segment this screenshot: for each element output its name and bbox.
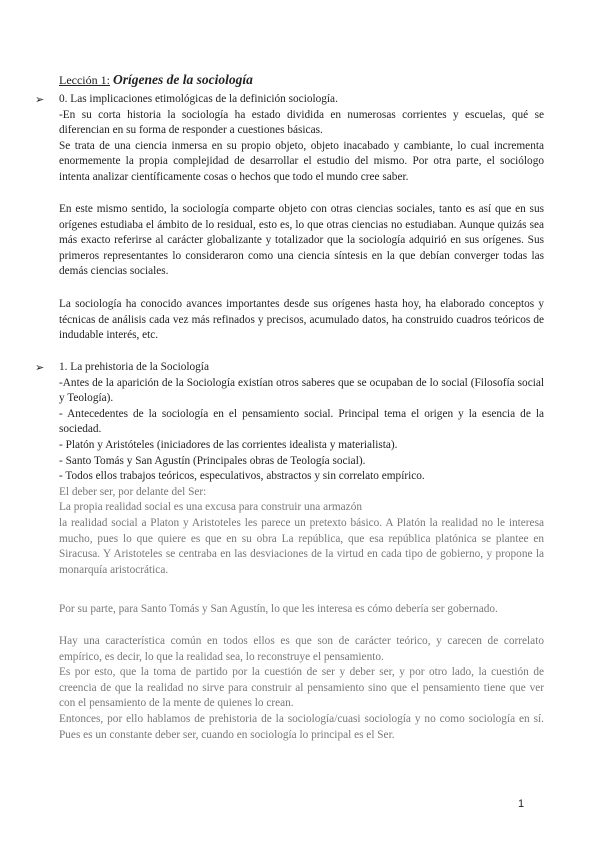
lesson-label: Lección 1:: [59, 73, 110, 87]
section-0-heading-row: [35, 92, 544, 108]
note-prehistoria: Entonces, por ello hablamos de prehistoria de la sociología/cuasi sociología y no como sociología en sí. Pues es un constante deber ser, cuando en sociología lo principal es el Ser.: [59, 712, 544, 741]
note-block-tomas: [59, 602, 544, 618]
list-item: - Antecedentes de la sociología en el pensamiento social. Principal tema el origen y la esencia de la sociedad.: [59, 407, 544, 436]
lesson-title: [59, 72, 539, 88]
note-ser-deber-ser: Es por esto, que la toma de partido por la cuestión de ser y deber ser, y por otro lado, la cuestión de creencia de que la realidad no sirve para construir al pensamiento sino que el pensamiento tiene que ver con el pensamiento de la mente de quienes lo crean.: [59, 666, 544, 710]
lesson-heading: Orígenes de la sociología: [112, 72, 253, 87]
section-0-block-3: [59, 297, 544, 344]
note-deber-ser: El deber ser, por delante del Ser:: [59, 485, 207, 498]
section-1: [35, 360, 544, 578]
note-platon-aristoteles: la realidad social a Platon y Aristoteles les parece un pretexto básico. A Platón la realidad no le interesa mucho, pues lo que quiere es que en su obra La república, que esa república platónica se plantee en Siracusa. Y Aristoteles se centraba en las desviaciones de la virtud en cada tipo de gobierno, y propone la monarquía aristocrática.: [59, 516, 544, 576]
section-0-paragraph-1: -En su corta historia la sociología ha estado dividida en numerosas corrientes y escuelas, qué se diferencian en su forma de responder a cuestiones básicas.: [59, 108, 544, 137]
list-item: - Platón y Aristóteles (iniciadores de las corrientes idealista y materialista).: [59, 438, 398, 451]
note-tomas-agustin: Por su parte, para Santo Tomás y San Agustín, lo que les interesa es cómo debería ser gobernado.: [59, 603, 498, 615]
page-number: 1: [518, 798, 525, 810]
list-item: -Antes de la aparición de la Sociología existían otros saberes que se ocupaban de lo social (Filosofía social y Teología).: [59, 376, 544, 405]
section-1-heading-row: [35, 360, 544, 376]
bullet-arrow-icon: ➢: [35, 361, 45, 374]
section-0-paragraph-2: Se trata de una ciencia inmersa en su propio objeto, objeto inacabado y cambiante, lo cual incrementa enormemente la propia complejidad de desarrollar el estudio del mismo. Por otra parte, el sociólogo intenta analizar científicamente cosas o hechos que todo el mundo cree saber.: [59, 139, 544, 183]
bullet-arrow-icon: ➢: [35, 93, 45, 106]
list-item: - Santo Tomás y San Agustín (Principales obras de Teología social).: [59, 454, 366, 467]
section-0-paragraph-4: La sociología ha conocido avances importantes desde sus orígenes hasta hoy, ha elaborado conceptos y técnicas de análisis cada vez más refinados y precisos, acumulado datos, ha construido cuadros teóricos de indudable interés, etc.: [59, 298, 544, 342]
section-0-paragraph-3: En este mismo sentido, la sociología comparte objeto con otras ciencias sociales, tanto es así que en sus orígenes estudiaba el ámbito de lo residual, esto es, lo que otras ciencias no estudiaban. Aunque quizás sea más exacto referirse al carácter globalizante y totalizador que la sociología adquirió en sus orígenes. Sus primeros representantes lo consideraron como una ciencia síntesis en la que debían converger todas las demás ciencias sociales.: [59, 203, 544, 278]
section-0-block-2: [59, 202, 544, 280]
note-block-final: [59, 634, 544, 743]
list-item: - Todos ellos trabajos teóricos, especulativos, abstractos y sin correlato empírico.: [59, 470, 425, 483]
note-caracter-teorico: Hay una característica común en todos ellos es que son de carácter teórico, y carecen de correlato empírico, es decir, lo que la realidad sea, lo reconstruye el pensamiento.: [59, 635, 544, 663]
section-0: [35, 92, 544, 186]
note-realidad-excusa: La propia realidad social es una excusa para construir una armazón: [59, 501, 362, 514]
section-0-heading: 0. Las implicaciones etimológicas de la definición sociología.: [59, 93, 338, 105]
section-1-heading: 1. La prehistoria de la Sociología: [59, 361, 209, 373]
